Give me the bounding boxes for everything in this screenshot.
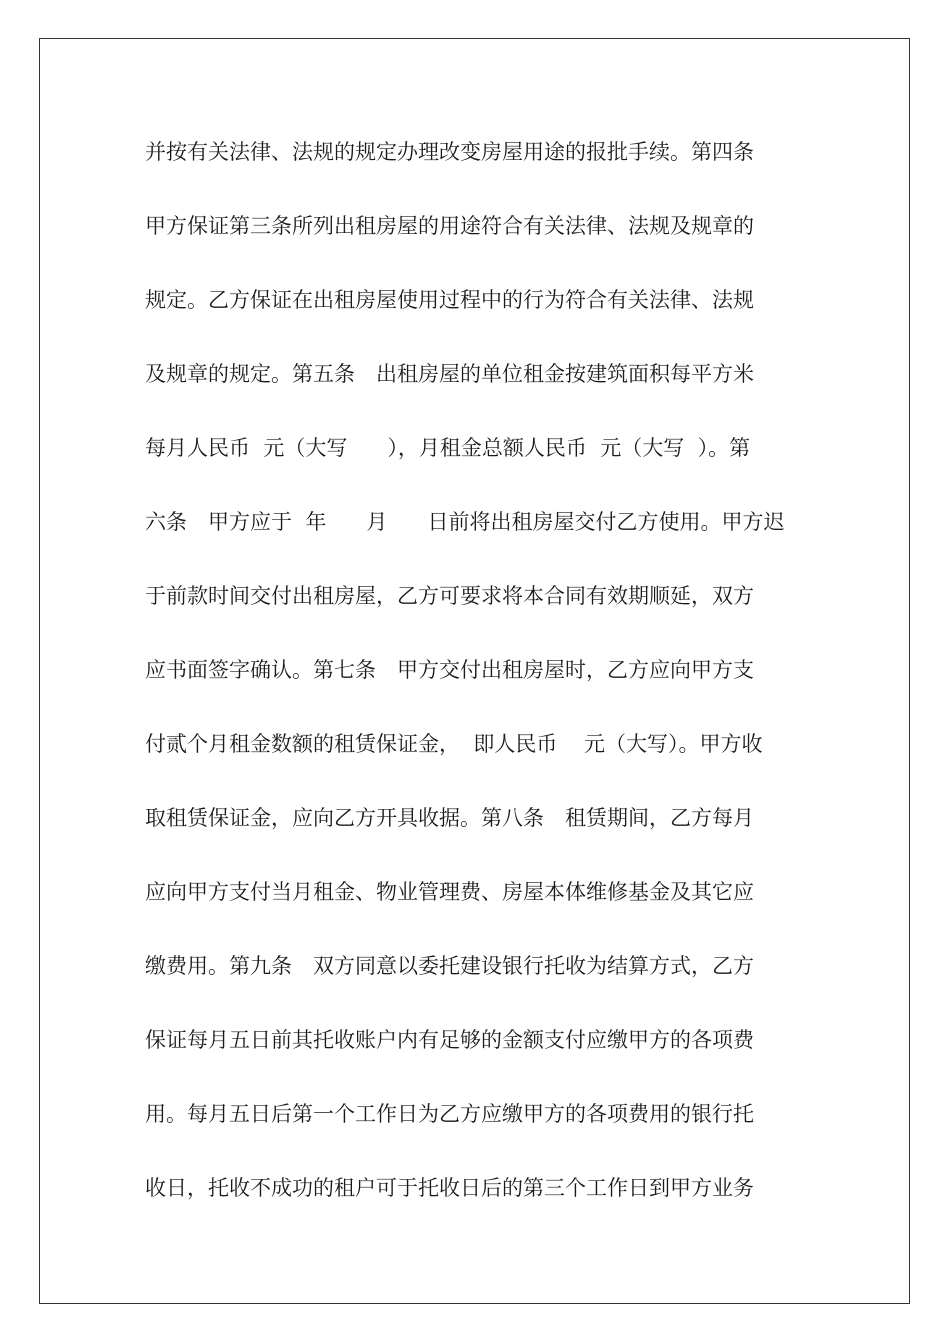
text-line: 每月人民币 元（大写 ），月租金总额人民币 元（大写 ）。第 — [145, 436, 751, 460]
text-line: 保证每月五日前其托收账户内有足够的金额支付应缴甲方的各项费 — [145, 1028, 754, 1052]
text-line: 付贰个月租金数额的租赁保证金， 即人民币 元（大写）。甲方收 — [145, 732, 763, 756]
text-line: 于前款时间交付出租房屋，乙方可要求将本合同有效期顺延，双方 — [145, 584, 754, 608]
text-line: 及规章的规定。第五条 出租房屋的单位租金按建筑面积每平方米 — [145, 362, 754, 386]
text-line: 取租赁保证金，应向乙方开具收据。第八条 租赁期间，乙方每月 — [145, 806, 754, 830]
text-line: 甲方保证第三条所列出租房屋的用途符合有关法律、法规及规章的 — [145, 214, 754, 238]
text-line: 应书面签字确认。第七条 甲方交付出租房屋时，乙方应向甲方支 — [145, 658, 754, 682]
text-line: 规定。乙方保证在出租房屋使用过程中的行为符合有关法律、法规 — [145, 288, 754, 312]
text-line: 用。每月五日后第一个工作日为乙方应缴甲方的各项费用的银行托 — [145, 1102, 754, 1126]
text-line: 应向甲方支付当月租金、物业管理费、房屋本体维修基金及其它应 — [145, 880, 754, 904]
text-line: 缴费用。第九条 双方同意以委托建设银行托收为结算方式，乙方 — [145, 954, 754, 978]
document-body — [145, 128, 825, 1238]
text-line: 六条 甲方应于 年 月 日前将出租房屋交付乙方使用。甲方迟 — [145, 510, 785, 534]
text-line: 并按有关法律、法规的规定办理改变房屋用途的报批手续。第四条 — [145, 140, 754, 164]
text-line: 收日，托收不成功的租户可于托收日后的第三个工作日到甲方业务 — [145, 1176, 754, 1200]
